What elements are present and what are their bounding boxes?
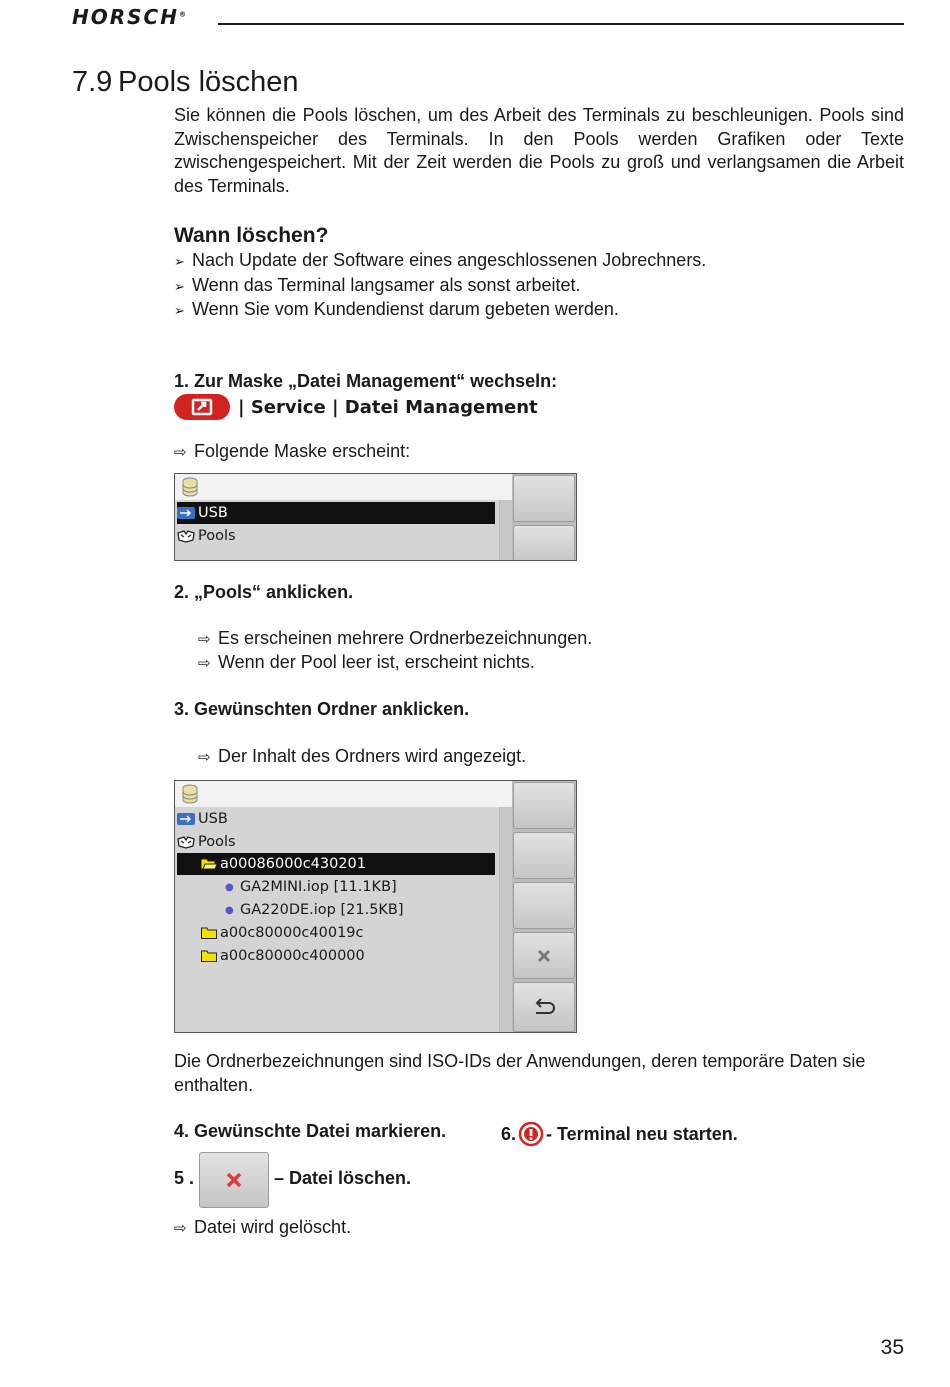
storage-icon: [182, 477, 198, 497]
delete-icon: [226, 1172, 242, 1188]
step-2-result: ⇨ Es erscheinen mehrere Ordnerbezeichnungen.: [198, 628, 593, 648]
section-title-text: Pools löschen: [118, 66, 299, 98]
section-number: 7.9: [72, 66, 113, 98]
step-2-result: ⇨ Wenn der Pool leer ist, erscheint nichts.: [198, 652, 535, 672]
softkey-bar: [512, 781, 576, 1032]
page-number: 35: [880, 1336, 904, 1359]
list-item-folder[interactable]: a00c80000c40019c: [177, 922, 495, 944]
back-icon: [532, 997, 556, 1017]
result-arrow-icon: ⇨: [174, 1220, 187, 1237]
softkey-empty[interactable]: [513, 832, 575, 879]
step-4: 4. Gewünschte Datei markieren.: [174, 1121, 447, 1141]
file-manager-screen-1: [174, 473, 577, 561]
when-list: [174, 249, 706, 323]
list-item-usb[interactable]: USB: [177, 808, 495, 830]
step-5: – Datei löschen.: [274, 1168, 412, 1188]
menu-button-icon: [174, 394, 230, 420]
step-3-result: ⇨ Der Inhalt des Ordners wird angezeigt.: [198, 746, 527, 766]
folder-icon: [201, 927, 217, 939]
result-arrow-icon: ⇨: [198, 655, 211, 672]
horsch-logo: HORSCH®: [72, 5, 186, 29]
folder-icon: [201, 950, 217, 962]
storage-icon: [182, 784, 198, 804]
menu-path-text: | Service | Datei Management: [238, 396, 538, 418]
list-item-file[interactable]: ● GA2MINI.iop [11.1KB]: [225, 879, 397, 895]
when-item: ➢ Wenn das Terminal langsamer als sonst arbeitet.: [174, 274, 706, 299]
screen-toolbar: [175, 474, 514, 500]
softkey-bar: [512, 474, 576, 560]
menu-path: [174, 394, 538, 420]
file-list: [175, 807, 499, 1033]
open-folder-icon: [201, 858, 217, 870]
back-softkey[interactable]: [513, 982, 575, 1032]
list-item-file[interactable]: ● GA220DE.iop [21.5KB]: [225, 902, 404, 918]
when-heading: Wann löschen?: [174, 224, 329, 247]
file-list: [175, 500, 499, 561]
header-rule: [218, 23, 904, 25]
pools-icon: [177, 530, 195, 543]
step-5-number: 5 .: [174, 1168, 195, 1188]
section-title: [72, 66, 299, 99]
list-item-usb[interactable]: USB: [177, 502, 495, 524]
softkey-empty[interactable]: [513, 782, 575, 829]
bullet-arrow-icon: ➢: [174, 278, 185, 294]
step-3: 3. Gewünschten Ordner anklicken.: [174, 699, 470, 719]
result-arrow-icon: ⇨: [198, 749, 211, 766]
result-arrow-icon: ⇨: [198, 631, 211, 648]
list-item-folder-open[interactable]: a00086000c430201: [177, 853, 495, 875]
softkey-empty[interactable]: [513, 475, 575, 522]
bullet-arrow-icon: ➢: [174, 303, 185, 318]
softkey-empty[interactable]: [513, 525, 575, 561]
file-manager-screen-2: [174, 780, 577, 1033]
list-item-pools[interactable]: Pools: [177, 831, 495, 853]
result-arrow-icon: ⇨: [174, 444, 187, 461]
pools-icon: [177, 836, 195, 849]
delete-softkey[interactable]: [513, 932, 575, 979]
softkey-empty[interactable]: [513, 882, 575, 929]
screen-toolbar: [175, 781, 514, 807]
usb-icon: [177, 813, 195, 825]
step-6: 6. - Terminal neu starten.: [501, 1121, 738, 1147]
list-item-pools[interactable]: Pools: [177, 525, 495, 547]
bullet-arrow-icon: ➢: [174, 254, 185, 269]
when-item: ➢ Wenn Sie vom Kundendienst darum gebeten werden.: [174, 298, 706, 323]
note-paragraph: Die Ordnerbezeichnungen sind ISO-IDs der Anwendungen, deren temporäre Daten sie enthalten.: [174, 1051, 866, 1095]
list-item-folder[interactable]: a00c80000c400000: [177, 945, 495, 967]
usb-icon: [177, 507, 195, 519]
when-item: ➢ Nach Update der Software eines angeschlossenen Jobrechners.: [174, 249, 706, 274]
step-2: 2. „Pools“ anklicken.: [174, 582, 354, 602]
step-1-result: ⇨ Folgende Maske erscheint:: [174, 441, 411, 461]
power-button-icon: [518, 1121, 544, 1147]
delete-softkey-illustration: [199, 1152, 269, 1208]
step-5-result: ⇨ Datei wird gelöscht.: [174, 1217, 352, 1237]
file-bullet-icon: ●: [225, 881, 234, 893]
delete-icon: [537, 949, 551, 963]
file-bullet-icon: ●: [225, 904, 234, 916]
intro-paragraph: Sie können die Pools löschen, um des Arbeit des Terminals zu beschleunigen. Pools sind Zwischenspeicher des Terminals. In den Pools werden Grafiken oder Texte zwischengespeichert. Mit der Zeit werden die Pools zu groß und verlangsamen die Arbeit des Terminals.: [174, 105, 904, 196]
step-1: 1. Zur Maske „Datei Management“ wechseln:: [174, 371, 558, 391]
